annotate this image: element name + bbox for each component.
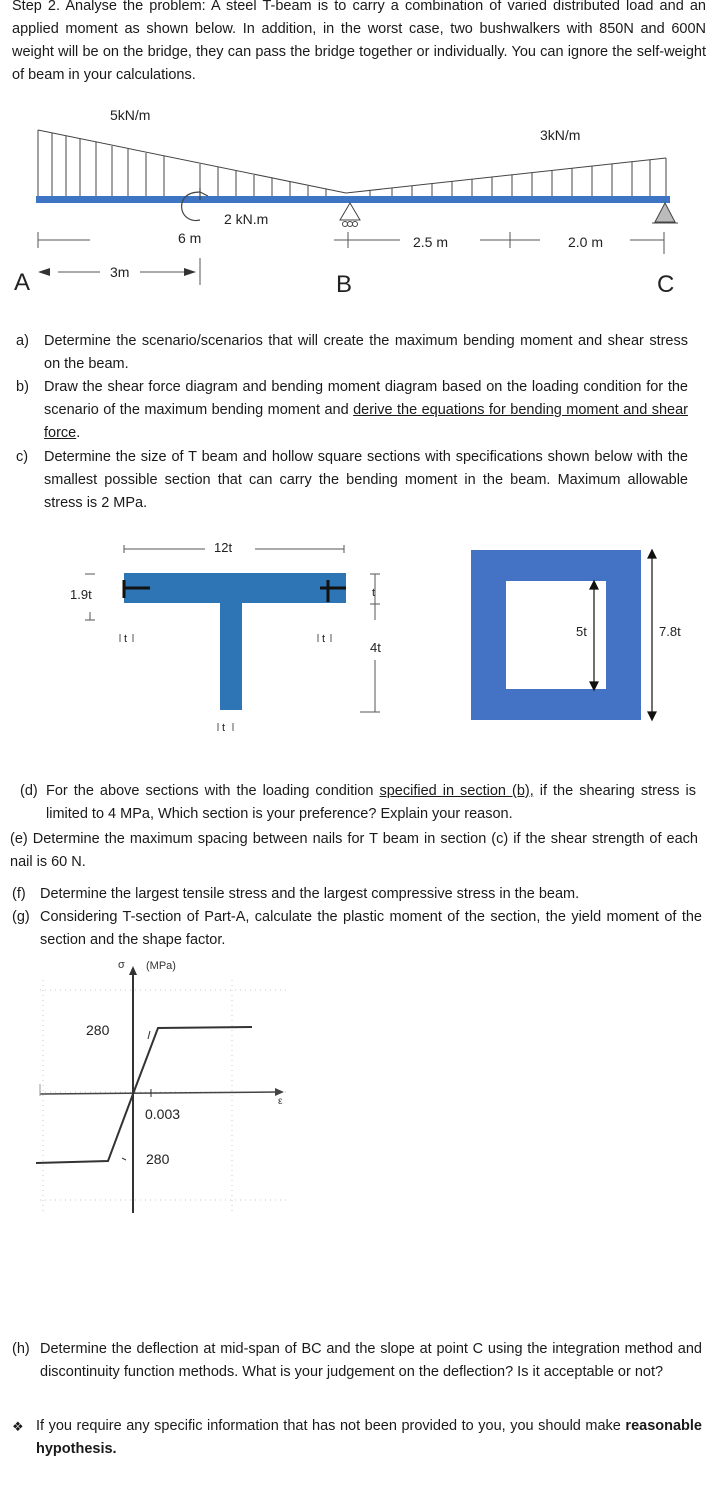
- applied-moment-icon: [182, 188, 208, 221]
- outer-size-label: 7.8t: [659, 624, 681, 639]
- bottom-stress-label: 280: [146, 1151, 170, 1167]
- intro-paragraph: Step 2. Analyse the problem: A steel T-beam is to carry a combination of varied distributed load and an applied moment as shown below. In addition, in the worst case, two bushwalkers with 850N and 600N weight will be on the bridge, they can pass the bridge together or individually. You can ignore the self-weight of beam in your calculations.: [12, 0, 706, 83]
- sigma-label: σ: [118, 959, 125, 971]
- question-b-label: b): [16, 379, 29, 395]
- question-b-underlined: derive the equations for bending moment and shear force: [44, 402, 688, 441]
- question-d: [20, 780, 696, 826]
- stress-strain-curve: [36, 1027, 252, 1163]
- stress-strain-diagram: [0, 950, 724, 1230]
- flange-t-label: t: [372, 587, 376, 599]
- question-d-underlined: specified in section (b),: [379, 783, 534, 799]
- unit-label: (MPa): [146, 960, 176, 972]
- t-left-label: t: [124, 633, 128, 645]
- arrow-3m: [184, 268, 196, 276]
- beam-loading-figure: [0, 95, 724, 305]
- support-b: [340, 203, 360, 227]
- question-g-label: (g): [12, 909, 30, 925]
- point-c-label: C: [657, 271, 675, 298]
- question-f-label: (f): [12, 886, 26, 902]
- dim-6m-label: 6 m: [178, 230, 202, 246]
- point-b-label: B: [336, 271, 353, 298]
- hypothesis-note: [12, 1415, 702, 1461]
- question-g: [12, 906, 702, 952]
- question-c: [16, 446, 688, 515]
- question-h-text: Determine the deflection at mid-span of BC and the slope at point C using the integration method and discontinuity function methods. What is your judgement on the deflection? Is it acceptable or not?: [40, 1341, 702, 1380]
- question-a-text: Determine the scenario/scenarios that will create the maximum bending moment and shear stress on the beam.: [44, 333, 688, 372]
- load-left-label: 5kN/m: [110, 107, 151, 123]
- question-a-label: a): [16, 333, 29, 349]
- dim-20m-label: 2.0 m: [568, 234, 604, 250]
- question-d-label: (d): [20, 783, 38, 799]
- note-bold: reasonable hypothesis: [36, 1418, 702, 1457]
- note-text: If you require any specific information that has not been provided to you, you should make: [36, 1418, 626, 1434]
- top-stress-label: 280: [86, 1022, 110, 1038]
- moment-label: 2 kN.m: [224, 211, 269, 227]
- point-a-label: A: [14, 269, 31, 296]
- flange-width-label: 12t: [214, 540, 233, 555]
- distributed-load-right: [346, 158, 666, 197]
- question-c-text: Determine the size of T beam and hollow square sections with specifications shown below with the smallest possible section that can carry the bending moment in the beam. Maximum allowable stress is 2 MPa.: [44, 449, 688, 511]
- question-a: [16, 330, 688, 376]
- question-b: [16, 376, 688, 445]
- question-b-end: .: [76, 425, 81, 441]
- grid-dots: [40, 980, 290, 1215]
- flange-height-label: 1.9t: [70, 587, 92, 602]
- epsilon-label: ε: [278, 1096, 283, 1107]
- t-beam-web: [220, 603, 242, 710]
- sigma-arrow: [129, 966, 137, 975]
- question-h-label: (h): [12, 1341, 30, 1357]
- strain-label: 0.003: [145, 1106, 181, 1122]
- distributed-load-left: [38, 130, 346, 197]
- question-d-text: For the above sections with the loading condition: [46, 783, 380, 799]
- beam: [36, 196, 670, 203]
- inner-size-label: 5t: [576, 624, 587, 639]
- note-end: .: [112, 1441, 117, 1457]
- t-web-label: t: [222, 722, 226, 734]
- question-d-text-end: if the shearing stress is limited to 4 MPa, Which section is your preference? Explain your reason.: [46, 783, 696, 822]
- question-f-text: Determine the largest tensile stress and the largest compressive stress in the beam.: [40, 886, 580, 902]
- dim-25m-label: 2.5 m: [413, 234, 449, 250]
- hollow-square-inner: [506, 581, 606, 689]
- dim-3m-label: 3m: [110, 264, 130, 280]
- t-right-label: t: [322, 633, 326, 645]
- note-bullet: ❖: [12, 1419, 24, 1434]
- t-beam-section: [124, 573, 346, 710]
- question-b-text: Draw the shear force diagram and bending moment diagram based on the loading condition for the scenario of the maximum bending moment and: [44, 379, 688, 418]
- section-figure: [0, 530, 724, 750]
- arrow-a: [38, 268, 50, 276]
- support-c: [652, 203, 678, 223]
- epsilon-arrow: [275, 1088, 284, 1096]
- hollow-square-section: [471, 550, 641, 720]
- load-right-label: 3kN/m: [540, 127, 581, 143]
- web-height-label: 4t: [370, 640, 381, 655]
- question-c-label: c): [16, 449, 29, 465]
- question-g-text: Considering T-section of Part-A, calculate the plastic moment of the section, the yield moment of the section and the shape factor.: [40, 909, 702, 948]
- question-f: [12, 883, 702, 906]
- question-e: (e) Determine the maximum spacing between nails for T beam in section (c) if the shear strength of each nail is 60 N.: [10, 831, 698, 870]
- question-h: [12, 1338, 702, 1384]
- t-beam-flange: [124, 573, 346, 603]
